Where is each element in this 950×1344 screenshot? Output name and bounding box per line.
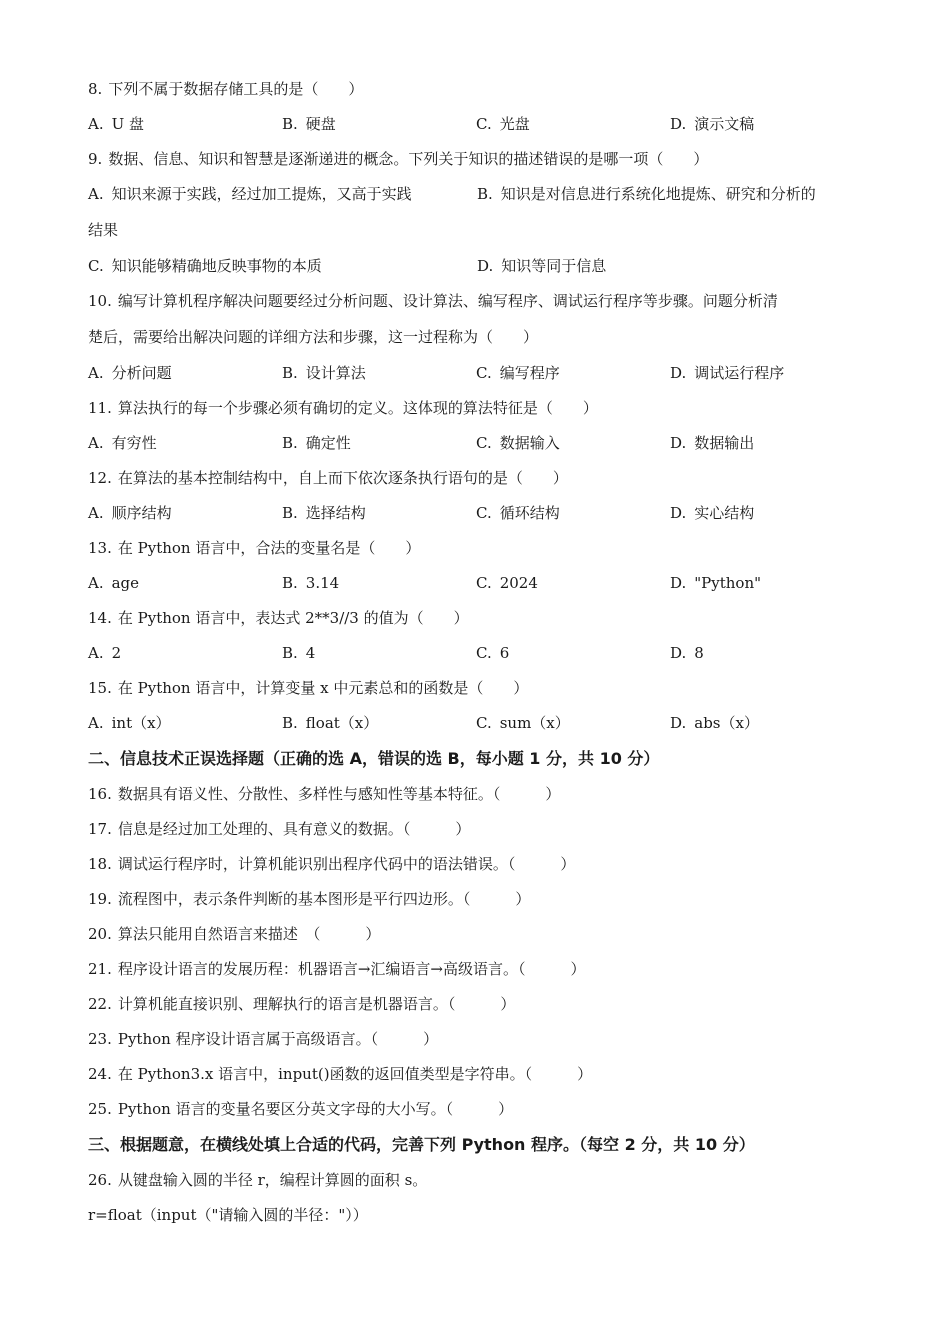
question-18: [88, 847, 868, 882]
question-15: [88, 671, 868, 706]
question-14: [88, 601, 868, 636]
option-b[interactable]: B. 设计算法: [282, 364, 366, 382]
question-stem: 在 Python 语言中，合法的变量名是（ ）: [117, 539, 421, 557]
question-22: [88, 987, 868, 1022]
option-c[interactable]: C. 光盘: [476, 115, 530, 133]
question-stem: 数据、信息、知识和智慧是逐渐递进的概念。下列关于知识的描述错误的是哪一项（ ）: [108, 150, 709, 168]
question-stem: 在算法的基本控制结构中，自上而下依次逐条执行语句的是（ ）: [117, 469, 568, 487]
question-12: [88, 461, 868, 496]
option-a[interactable]: A. age: [88, 574, 140, 592]
question-number: 21.: [88, 960, 112, 978]
question-19: [88, 882, 868, 917]
question-number: 8.: [88, 80, 103, 98]
question-26: [88, 1163, 868, 1198]
option-b[interactable]: B. 4: [282, 644, 316, 662]
question-number: 12.: [88, 469, 112, 487]
option-c[interactable]: C. 编写程序: [476, 364, 560, 382]
question-number: 17.: [88, 820, 112, 838]
question-stem: 在 Python 语言中，计算变量 x 中元素总和的函数是（ ）: [117, 679, 529, 697]
question-16: [88, 777, 868, 812]
option-b[interactable]: B. 硬盘: [282, 115, 336, 133]
question-8: [88, 72, 868, 107]
question-number: 11.: [88, 399, 112, 417]
question-number: 10.: [88, 292, 112, 310]
question-stem: 在 Python 语言中，表达式 2**3//3 的值为（ ）: [117, 609, 469, 627]
option-b-continuation: 结果: [88, 221, 119, 239]
question-stem: 调试运行程序时，计算机能识别出程序代码中的语法错误。（ ）: [117, 855, 576, 873]
question-11-options: [88, 426, 868, 461]
option-b[interactable]: B. 知识是对信息进行系统化地提炼、研究和分析的: [477, 185, 816, 203]
question-stem: 在 Python3.x 语言中，input()函数的返回值类型是字符串。（ ）: [117, 1065, 593, 1083]
question-12-options: [88, 496, 868, 531]
question-10-stem-continuation: 楚后，需要给出解决问题的详细方法和步骤，这一过程称为（ ）: [88, 328, 539, 346]
question-21: [88, 952, 868, 987]
option-a[interactable]: A. int（x）: [88, 714, 171, 732]
question-number: 20.: [88, 925, 112, 943]
option-a[interactable]: A. 顺序结构: [88, 504, 172, 522]
question-24: [88, 1057, 868, 1092]
question-number: 22.: [88, 995, 112, 1013]
question-9: [88, 142, 868, 177]
option-b[interactable]: B. 选择结构: [282, 504, 366, 522]
question-stem: 数据具有语义性、分散性、多样性与感知性等基本特征。（ ）: [117, 785, 561, 803]
option-d[interactable]: D. 8: [670, 644, 704, 662]
option-a[interactable]: A. 知识来源于实践，经过加工提炼，又高于实践: [88, 185, 412, 203]
option-d[interactable]: D. 调试运行程序: [670, 364, 785, 382]
question-8-options: [88, 107, 868, 142]
question-9-options-cd: [88, 249, 868, 284]
question-stem: 流程图中，表示条件判断的基本图形是平行四边形。（ ）: [117, 890, 531, 908]
option-c[interactable]: C. 知识能够精确地反映事物的本质: [88, 257, 322, 275]
option-d[interactable]: D. "Python": [670, 574, 762, 592]
question-number: 23.: [88, 1030, 112, 1048]
option-c[interactable]: C. 2024: [476, 574, 538, 592]
question-20: [88, 917, 868, 952]
option-a[interactable]: A. 有穷性: [88, 434, 157, 452]
question-number: 24.: [88, 1065, 112, 1083]
question-number: 15.: [88, 679, 112, 697]
option-c[interactable]: C. 循环结构: [476, 504, 560, 522]
question-stem: Python 程序设计语言属于高级语言。（ ）: [117, 1030, 439, 1048]
question-number: 26.: [88, 1171, 112, 1189]
question-25: [88, 1092, 868, 1127]
question-11: [88, 391, 868, 426]
option-d[interactable]: D. 实心结构: [670, 504, 755, 522]
question-number: 13.: [88, 539, 112, 557]
option-c[interactable]: C. sum（x）: [476, 714, 570, 732]
question-13: [88, 531, 868, 566]
option-c[interactable]: C. 6: [476, 644, 510, 662]
question-number: 16.: [88, 785, 112, 803]
question-stem: 算法执行的每一个步骤必须有确切的定义。这体现的算法特征是（ ）: [117, 399, 598, 417]
question-17: [88, 812, 868, 847]
question-number: 9.: [88, 150, 103, 168]
question-stem: 算法只能用自然语言来描述 （ ）: [117, 925, 381, 943]
option-a[interactable]: A. U 盘: [88, 115, 145, 133]
question-stem: 程序设计语言的发展历程：机器语言→汇编语言→高级语言。（ ）: [117, 960, 586, 978]
question-stem: 从键盘输入圆的半径 r，编程计算圆的面积 s。: [117, 1171, 428, 1189]
question-stem: 编写计算机程序解决问题要经过分析问题、设计算法、编写程序、调试运行程序等步骤。问题分析清: [117, 292, 778, 310]
question-number: 25.: [88, 1100, 112, 1118]
section-3-heading: 三、根据题意，在横线处填上合适的代码，完善下列 Python 程序。（每空 2 分，共 10 分）: [88, 1135, 755, 1154]
question-10-options: [88, 356, 868, 391]
question-stem: Python 语言的变量名要区分英文字母的大小写。（ ）: [117, 1100, 514, 1118]
exam-page: [88, 72, 868, 1233]
option-d[interactable]: D. 知识等同于信息: [477, 257, 607, 275]
question-14-options: [88, 636, 868, 671]
option-b[interactable]: B. 3.14: [282, 574, 340, 592]
question-stem: 计算机能直接识别、理解执行的语言是机器语言。（ ）: [117, 995, 516, 1013]
question-10: [88, 284, 868, 319]
option-d[interactable]: D. 演示文稿: [670, 115, 755, 133]
option-a[interactable]: A. 2: [88, 644, 122, 662]
option-b[interactable]: B. 确定性: [282, 434, 351, 452]
option-b[interactable]: B. float（x）: [282, 714, 379, 732]
question-15-options: [88, 706, 868, 741]
question-number: 14.: [88, 609, 112, 627]
question-13-options: [88, 566, 868, 601]
section-2-heading: 二、信息技术正误选择题（正确的选 A，错误的选 B，每小题 1 分，共 10 分）: [88, 749, 660, 768]
question-stem: 下列不属于数据存储工具的是（ ）: [108, 80, 364, 98]
option-a[interactable]: A. 分析问题: [88, 364, 172, 382]
question-23: [88, 1022, 868, 1057]
option-c[interactable]: C. 数据输入: [476, 434, 560, 452]
option-d[interactable]: D. 数据输出: [670, 434, 755, 452]
option-d[interactable]: D. abs（x）: [670, 714, 759, 732]
question-number: 18.: [88, 855, 112, 873]
question-stem: 信息是经过加工处理的、具有意义的数据。（ ）: [117, 820, 471, 838]
question-9-options-ab: [88, 177, 868, 212]
question-number: 19.: [88, 890, 112, 908]
code-line: r=float（input（"请输入圆的半径："））: [88, 1206, 368, 1224]
